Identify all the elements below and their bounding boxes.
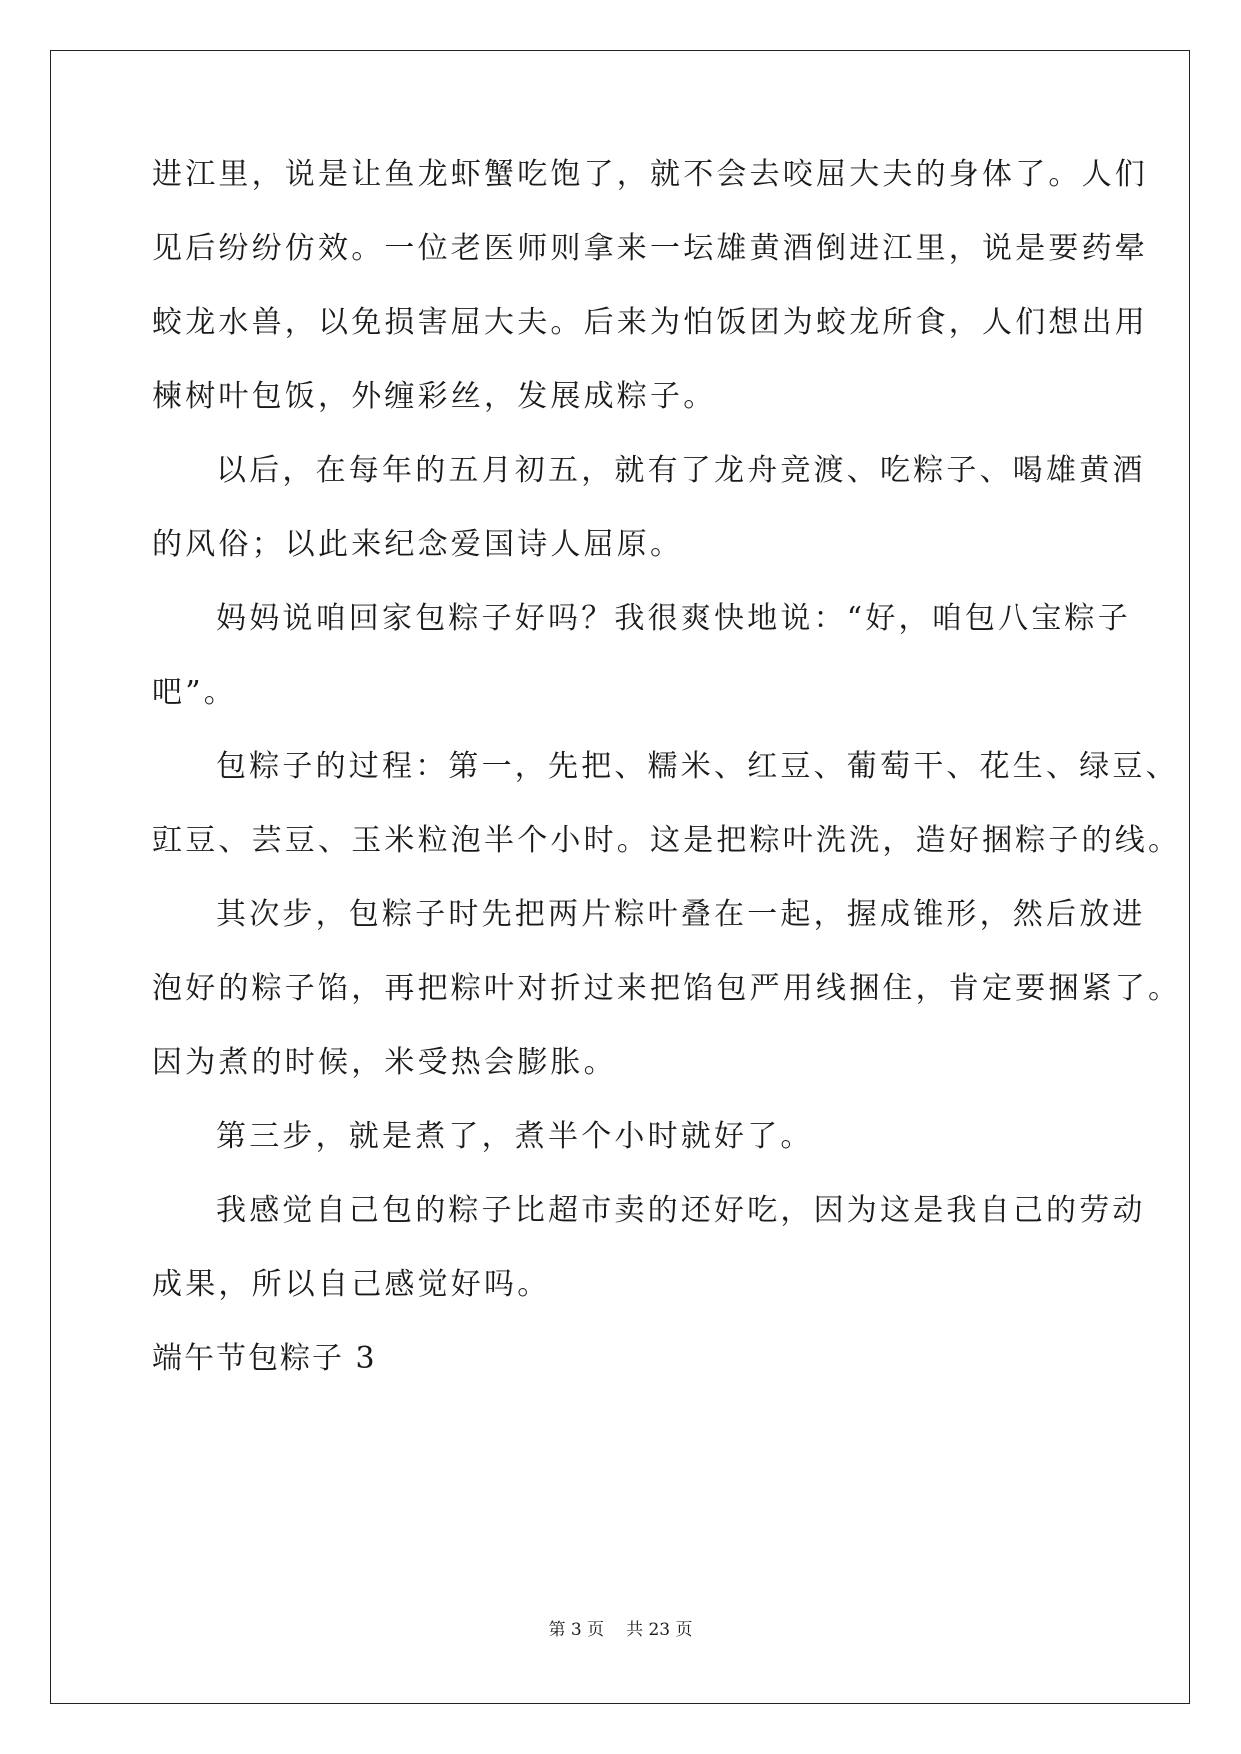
page-footer: [0, 1618, 1241, 1642]
text-line: 成果，所以自己感觉好吗。: [152, 1267, 551, 1302]
text-line: 蛟龙水兽，以免损害屈大夫。后来为怕饭团为蛟龙所食，人们想出用: [152, 305, 1148, 340]
text-line: 豇豆、芸豆、玉米粒泡半个小时。这是把粽叶洗洗，造好捆粽子的线。: [152, 823, 1182, 858]
page-number: 第 3 页: [548, 1620, 605, 1640]
section-heading: 端午节包粽子 3: [152, 1341, 377, 1376]
text-line: 泡好的粽子馅，再把粽叶对折过来把馅包严用线捆住，肯定要捆紧了。: [152, 971, 1182, 1006]
text-line: 因为煮的时候，米受热会膨胀。: [152, 1045, 617, 1080]
text-line: 楝树叶包饭，外缠彩丝，发展成粽子。: [152, 379, 717, 414]
paragraph-start-line: 妈妈说咱回家包粽子好吗？我很爽快地说：“好，咱包八宝粽子: [216, 601, 1131, 636]
page-total: 共 23 页: [626, 1620, 693, 1640]
text-line: 的风俗；以此来纪念爱国诗人屈原。: [152, 527, 684, 562]
paragraph-start-line: 我感觉自己包的粽子比超市卖的还好吃，因为这是我自己的劳动: [216, 1193, 1146, 1228]
page-border: [50, 50, 1190, 1704]
paragraph-start-line: 第三步，就是煮了，煮半个小时就好了。: [216, 1119, 814, 1154]
text-line: 进江里，说是让鱼龙虾蟹吃饱了，就不会去咬屈大夫的身体了。人们: [152, 157, 1148, 192]
paragraph-start-line: 其次步，包粽子时先把两片粽叶叠在一起，握成锥形，然后放进: [216, 897, 1146, 932]
paragraph-start-line: 包粽子的过程：第一，先把、糯米、红豆、葡萄干、花生、绿豆、: [216, 749, 1179, 784]
paragraph-start-line: 以后，在每年的五月初五，就有了龙舟竞渡、吃粽子、喝雄黄酒: [216, 453, 1146, 488]
text-line: 吧”。: [152, 675, 237, 710]
text-line: 见后纷纷仿效。一位老医师则拿来一坛雄黄酒倒进江里，说是要药晕: [152, 231, 1148, 266]
